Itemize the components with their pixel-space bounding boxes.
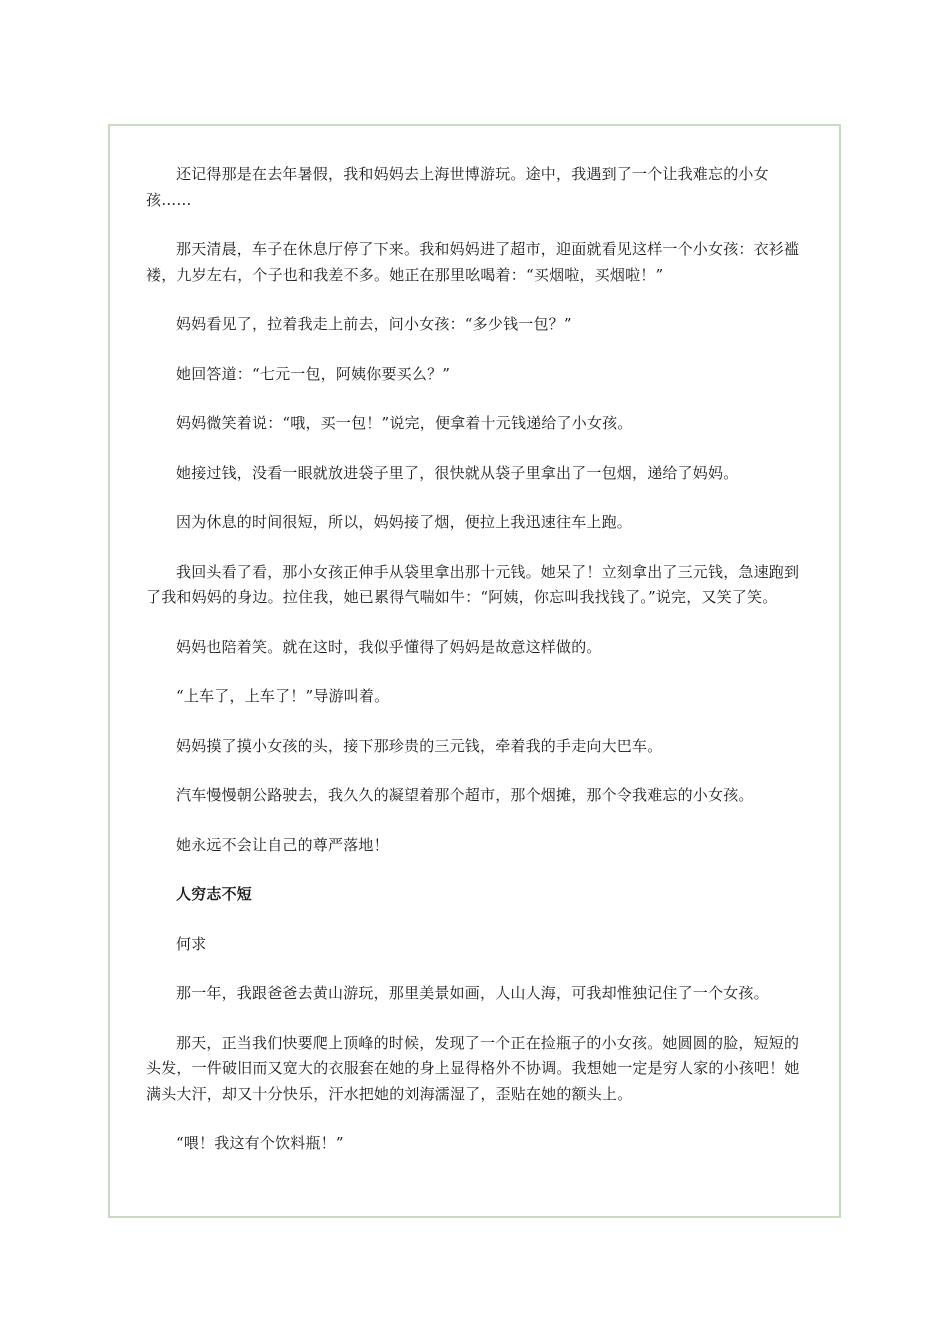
document-body xyxy=(146,162,814,1181)
paragraph-11: 妈妈摸了摸小女孩的头，接下那珍贵的三元钱，牵着我的手走向大巴车。 xyxy=(176,736,663,755)
page-frame xyxy=(108,124,841,1218)
paragraph-4: 她回答道：“七元一包，阿姨你要买么？” xyxy=(176,364,451,383)
author-name: 何求 xyxy=(176,934,207,953)
paragraph-8: 我回头看了看，那小女孩正伸手从袋里拿出那十元钱。她呆了！立刻拿出了三元钱，急速跑到了我和妈妈的身边。拉住我，她已累得气喘如牛：“阿姨，你忘叫我找钱了。”说完，又笑了笑。 xyxy=(146,562,800,606)
paragraph-18: “喂！我这有个饮料瓶！” xyxy=(176,1134,344,1152)
paragraph-2: 那天清晨，车子在休息厅停了下来。我和妈妈进了超市，迎面就看见这样一个小女孩：衣衫褴褛，九岁左右，个子也和我差不多。她正在那里吆喝着：“买烟啦，买烟啦！” xyxy=(146,240,800,284)
paragraph-7: 因为休息的时间很短，所以，妈妈接了烟，便拉上我迅速往车上跑。 xyxy=(176,513,633,531)
paragraph-17: 那天，正当我们快要爬上顶峰的时候，发现了一个正在捡瓶子的小女孩。她圆圆的脸，短短的头发，一件破旧而又宽大的衣服套在她的身上显得格外不协调。我想她一定是穷人家的小孩吧！她满头大汗，却又十分快乐，汗水把她的刘海濡湿了，歪贴在她的额头上。 xyxy=(146,1033,800,1103)
paragraph-3: 妈妈看见了，拉着我走上前去，问小女孩：“多少钱一包？” xyxy=(176,315,572,333)
section-title: 人穷志不短 xyxy=(176,885,253,903)
paragraph-6: 她接过钱，没看一眼就放进袋子里了，很快就从袋子里拿出了一包烟，递给了妈妈。 xyxy=(176,463,739,482)
paragraph-9: 妈妈也陪着笑。就在这时，我似乎懂得了妈妈是故意这样做的。 xyxy=(176,637,602,656)
paragraph-1: 还记得那是在去年暑假，我和妈妈去上海世博游玩。途中，我遇到了一个让我难忘的小女孩…… xyxy=(146,165,769,209)
paragraph-16: 那一年，我跟爸爸去黄山游玩，那里美景如画，人山人海，可我却惟独记住了一个女孩。 xyxy=(176,984,769,1002)
paragraph-13: 她永远不会让自己的尊严落地！ xyxy=(176,835,389,854)
paragraph-5: 妈妈微笑着说：“哦，买一包！”说完，便拿着十元钱递给了小女孩。 xyxy=(176,414,633,432)
paragraph-10: “上车了，上车了！”导游叫着。 xyxy=(176,687,390,705)
paragraph-12: 汽车慢慢朝公路驶去，我久久的凝望着那个超市，那个烟摊，那个令我难忘的小女孩。 xyxy=(176,786,754,804)
